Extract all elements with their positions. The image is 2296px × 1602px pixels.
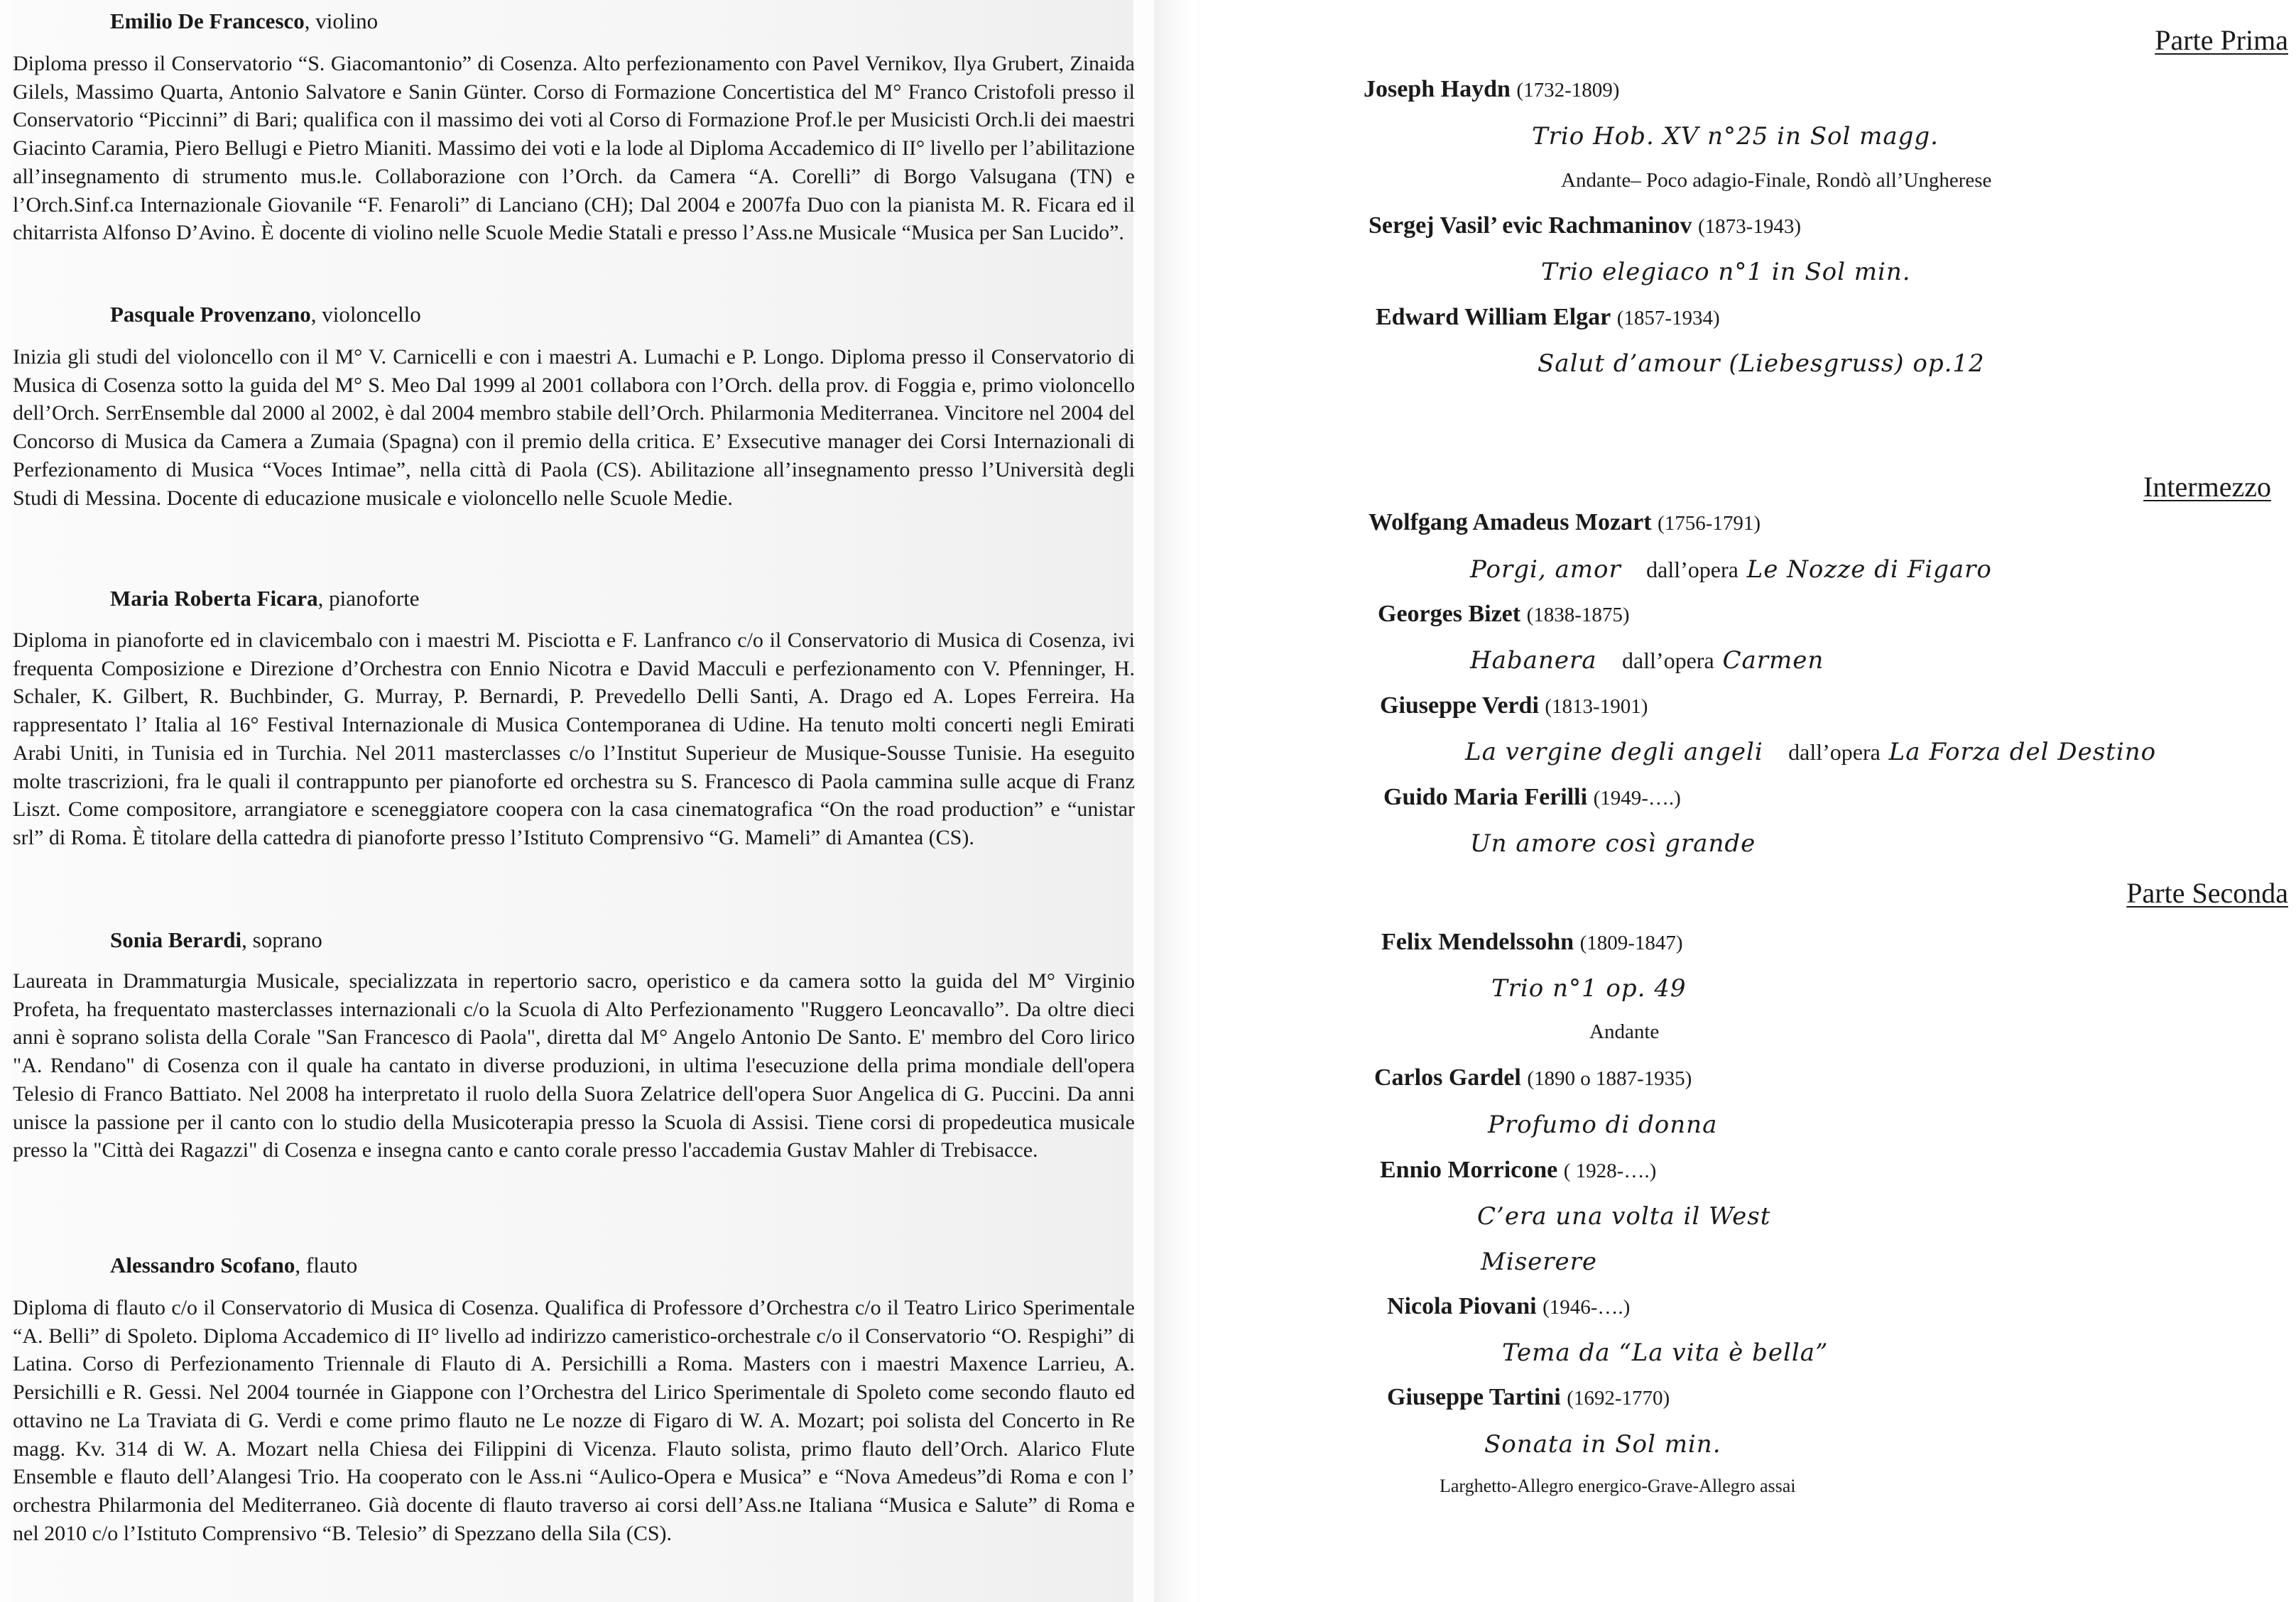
work-mozart-porgi-amor — [1470, 555, 1992, 584]
section-intermezzo: Intermezzo — [2143, 471, 2271, 503]
composer-dates: (1813-1901) — [1545, 695, 1648, 718]
composer-dates: (1838-1875) — [1526, 604, 1630, 626]
work-morricone-west: C’era una volta il West — [1477, 1202, 1771, 1231]
dall-opera-label: dall’opera — [1621, 648, 1714, 673]
bio-heading-provenzano — [110, 301, 421, 328]
bio-text-berardi: Laureata in Drammaturgia Musicale, specializzata in repertorio sacro, operistico e da camera sotto la guida del M° Virginio Profeta, ha frequentato masterclasses internazionali c/o la Scuola di Alto Perfezionamento "Ruggero Leoncavallo”. Da oltre dieci anni è soprano solista della Corale "San Francesco di Paola", diretta dal M° Angelo Antonio De Santo. E' membro del Coro lirico "A. Rendano" di Cosenza con il quale ha cantato in diverse produzioni, in ultima l'esecuzione della prima mondiale dell'opera Telesio di Franco Battiato. Nel 2008 ha interpretato il ruolo della Suora Zelatrice dell'opera Suor Angelica di G. Puccini. Da anni unisce la passione per il canto con lo studio della Musicoterapia presso la Scuola di Assisi. Tiene corsi di propedeutica musicale presso la "Città dei Ragazzi" di Cosenza e insegna canto e canto corale presso l'accademia Gustav Mahler di Trebisacce. — [13, 969, 1135, 1162]
composer-dates: (1890 o 1887-1935) — [1527, 1067, 1692, 1090]
composer-name: Joseph Haydn — [1364, 76, 1511, 102]
composer-name: Nicola Piovani — [1387, 1293, 1537, 1319]
aria-title: Habanera — [1470, 646, 1597, 675]
work-rachmaninov-trio: Trio elegiaco n°1 in Sol min. — [1541, 258, 1911, 286]
composer-mendelssohn — [1381, 927, 1683, 958]
bio-name: Emilio De Francesco — [110, 9, 305, 33]
opera-title: La Forza del Destino — [1888, 738, 2157, 766]
composer-name: Giuseppe Verdi — [1380, 692, 1539, 719]
composer-dates: (1857-1934) — [1616, 307, 1720, 329]
composer-rachmaninov — [1369, 211, 1801, 241]
work-mendelssohn-trio: Trio n°1 op. 49 — [1491, 974, 1687, 1003]
bio-heading-ficara — [110, 585, 420, 612]
composer-name: Guido Maria Ferilli — [1383, 784, 1588, 810]
composer-name: Sergej Vasil’ evic Rachmaninov — [1369, 212, 1692, 239]
composer-dates: (1949-….) — [1593, 787, 1681, 810]
aria-title: Porgi, amor — [1470, 555, 1621, 584]
section-parte-prima: Parte Prima — [2155, 24, 2288, 56]
composer-bizet — [1378, 599, 1630, 630]
bio-name: Maria Roberta Ficara — [110, 586, 318, 611]
dall-opera-label: dall’opera — [1788, 739, 1881, 765]
bio-heading-scofano — [110, 1252, 357, 1279]
work-tartini-sonata: Sonata in Sol min. — [1484, 1430, 1721, 1459]
composer-name: Felix Mendelssohn — [1381, 929, 1574, 955]
composer-name: Carlos Gardel — [1374, 1064, 1521, 1091]
composer-morricone — [1380, 1155, 1656, 1186]
composer-name: Edward William Elgar — [1376, 304, 1611, 330]
work-haydn-trio: Trio Hob. XV n°25 in Sol magg. — [1532, 122, 1939, 151]
composer-gardel — [1374, 1063, 1692, 1094]
bio-text-provenzano: Inizia gli studi del violoncello con il M° V. Carnicelli e con i maestri A. Lumachi e P. Longo. Diploma presso il Conservatorio di Musica di Cosenza sotto la guida del M° S. Meo Dal 1999 al 2001 collabora con l’Orch. della prov. di Foggia e, primo violoncello dell’Orch. SerrEnsemble dal 2000 al 2002, è dal 2004 membro stabile dell’Orch. Philarmonia Mediterranea. Vincitore nel 2004 del Concorso di Musica da Camera a Zumaia (Spagna) con il premio della critica. E’ Exsecutive manager dei Corsi Internazionali di Perfezionamento di Musica “Voces Intimae”, nella città di Paola (CS). Abilitazione all’insegnamento presso l’Università degli Studi di Messina. Docente di educazione musicale e violoncello nelle Scuole Medie. — [13, 345, 1135, 510]
bio-text-de-francesco: Diploma presso il Conservatorio “S. Giacomantonio” di Cosenza. Alto perfezionamento con Pavel Vernikov, Ilya Grubert, Zinaida Gilels, Massimo Quarta, Antonio Salvatore e Sanin Günter. Corso di Formazione Concertistica del M° Franco Cristofoli presso il Conservatorio “Piccinni” di Bari; qualifica con il massimo dei voti al Corso di Formazione Prof.le per Musicisti Orch.li dei maestri Giacinto Caramia, Piero Bellugi e Pietro Mianiti. Massimo dei voti e la lode al Diploma Accademico di II° livello per l’abilitazione all’insegnamento di strumento mus.le. Collaborazione con l’Orch. da Camera “A. Corelli” di Borgo Valsugana (TN) e l’Orch.Sinf.ca Internazionale Giovanile “F. Fenaroli” di Lanciano (CH); Dal 2004 e 2007fa Duo con la pianista M. R. Ficara ed il chitarrista Alfonso D’Avino. È docente di violino nelle Scuole Medie Statali e presso l’Ass.ne Musicale “Musica per San Lucido”. — [13, 52, 1135, 245]
opera-title: Carmen — [1722, 646, 1824, 675]
composer-dates: (1809-1847) — [1579, 932, 1683, 954]
bio-name: Pasquale Provenzano — [110, 302, 311, 327]
composer-verdi — [1380, 691, 1648, 721]
composer-dates: (1732-1809) — [1516, 79, 1620, 102]
bio-role: , flauto — [295, 1253, 358, 1277]
movements-haydn: Andante– Poco adagio-Finale, Rondò all’Ungherese — [1561, 169, 1992, 192]
bio-role: , violino — [304, 9, 379, 33]
composer-tartini — [1387, 1383, 1670, 1413]
composer-ferilli — [1383, 783, 1681, 813]
composer-name: Wolfgang Amadeus Mozart — [1369, 509, 1652, 535]
work-gardel-profumo: Profumo di donna — [1488, 1111, 1718, 1139]
movements-tartini: Larghetto-Allegro energico-Grave-Allegro assai — [1440, 1476, 1796, 1496]
page-fold — [1154, 0, 1197, 1602]
bio-text-scofano: Diploma di flauto c/o il Conservatorio di Musica di Cosenza. Qualifica di Professore d’Orchestra c/o il Teatro Lirico Sperimentale “A. Belli” di Spoleto. Diploma Accademico di II° livello ad indirizzo cameristico-orchestrale c/o il Conservatorio “O. Respighi” di Latina. Corso di Perfezionamento Triennale di Flauto di A. Persichilli a Roma. Masters con i maestri Maxence Larrieu, A. Persichilli e R. Gessi. Nel 2004 tournée in Giappone con l’Orchestra del Lirico Sperimentale di Spoleto come secondo flauto ed ottavino ne La Traviata di G. Verdi e come primo flauto ne Le nozze di Figaro di W. A. Mozart; poi solista del Concerto in Re magg. Kv. 314 di W. A. Mozart nella Chiesa dei Filippini di Vicenza. Flauto solista, primo flauto dell’Orch. Alarico Flute Ensemble e flauto dell’Alangesi Trio. Ha cooperato con le Ass.ni “Aulico-Opera e Musica” e “Nova Amedeus”di Roma e con l’ orchestra Philarmonia del Mediterraneo. Già docente di flauto traverso ai corsi dell’Ass.ne Italiana “Musica e Salute” di Roma e nel 2010 c/o l’Istituto Comprensivo “B. Telesio” di Spezzano della Sila (CS). — [13, 1296, 1135, 1545]
composer-dates: (1873-1943) — [1698, 215, 1801, 238]
composer-dates: (1756-1791) — [1658, 512, 1761, 535]
composer-name: Giuseppe Tartini — [1387, 1384, 1561, 1410]
section-parte-seconda: Parte Seconda — [2126, 877, 2288, 909]
bio-name: Sonia Berardi — [110, 927, 242, 952]
work-verdi-vergine — [1465, 737, 2156, 767]
bio-role: , violoncello — [310, 302, 421, 327]
composer-name: Ennio Morricone — [1380, 1157, 1558, 1183]
opera-title: Le Nozze di Figaro — [1746, 555, 1992, 584]
composer-mozart — [1369, 508, 1761, 538]
composer-haydn — [1364, 75, 1619, 105]
composer-elgar — [1376, 303, 1720, 333]
composer-dates: (1946-….) — [1543, 1296, 1631, 1319]
work-morricone-miserere: Miserere — [1481, 1248, 1598, 1276]
bio-heading-berardi — [110, 927, 322, 954]
bio-role: , pianoforte — [317, 586, 420, 611]
work-ferilli-amore: Un amore così grande — [1470, 829, 1756, 858]
composer-piovani — [1387, 1292, 1630, 1322]
aria-title: La vergine degli angeli — [1465, 738, 1763, 766]
dall-opera-label: dall’opera — [1646, 557, 1739, 582]
composer-dates: ( 1928-….) — [1563, 1160, 1657, 1182]
composer-dates: (1692-1770) — [1567, 1387, 1670, 1410]
work-bizet-habanera — [1470, 645, 1824, 675]
work-elgar-salut: Salut d’amour (Liebesgruss) op.12 — [1538, 349, 1985, 378]
bio-role: , soprano — [241, 927, 322, 952]
movements-mendelssohn: Andante — [1589, 1020, 1660, 1043]
bio-name: Alessandro Scofano — [110, 1253, 295, 1277]
bio-text-ficara: Diploma in pianoforte ed in clavicembalo con i maestri M. Pisciotta e F. Lanfranco c/o il Conservatorio di Musica di Cosenza, ivi frequenta Composizione e Direzione d’Orchestra con Ennio Nicotra e David Macculi e perfezionamento con V. Pfenninger, H. Schaler, K. Gilbert, R. Buchbinder, G. Murray, P. Bernardi, P. Prevedello Delli Santi, A. Drago ed A. Lopes Ferreira. Ha rappresentato l’ Italia al 16° Festival Internazionale di Musica Contemporanea di Udine. Ha tenuto molti concerti negli Emirati Arabi Uniti, in Tunisia ed in Turchia. Nel 2011 masterclasses c/o l’Institut Superieur de Musique-Sousse Tunisie. Ha eseguito molte trascrizioni, fra le quali il contrappunto per pianoforte ed orchestra su S. Francesco di Paola cammina sulle acque di Franz Liszt. Come compositore, arrangiatore e sceneggiatore coopera con la casa cinematografica “On the road production” e “unistar srl” di Roma. È titolare della cattedra di pianoforte presso l’Istituto Comprensivo “G. Mameli” di Amantea (CS). — [13, 628, 1135, 849]
bio-heading-de-francesco — [110, 8, 378, 35]
work-piovani-vita-bella: Tema da “La vita è bella” — [1502, 1339, 1829, 1367]
composer-name: Georges Bizet — [1378, 601, 1521, 627]
